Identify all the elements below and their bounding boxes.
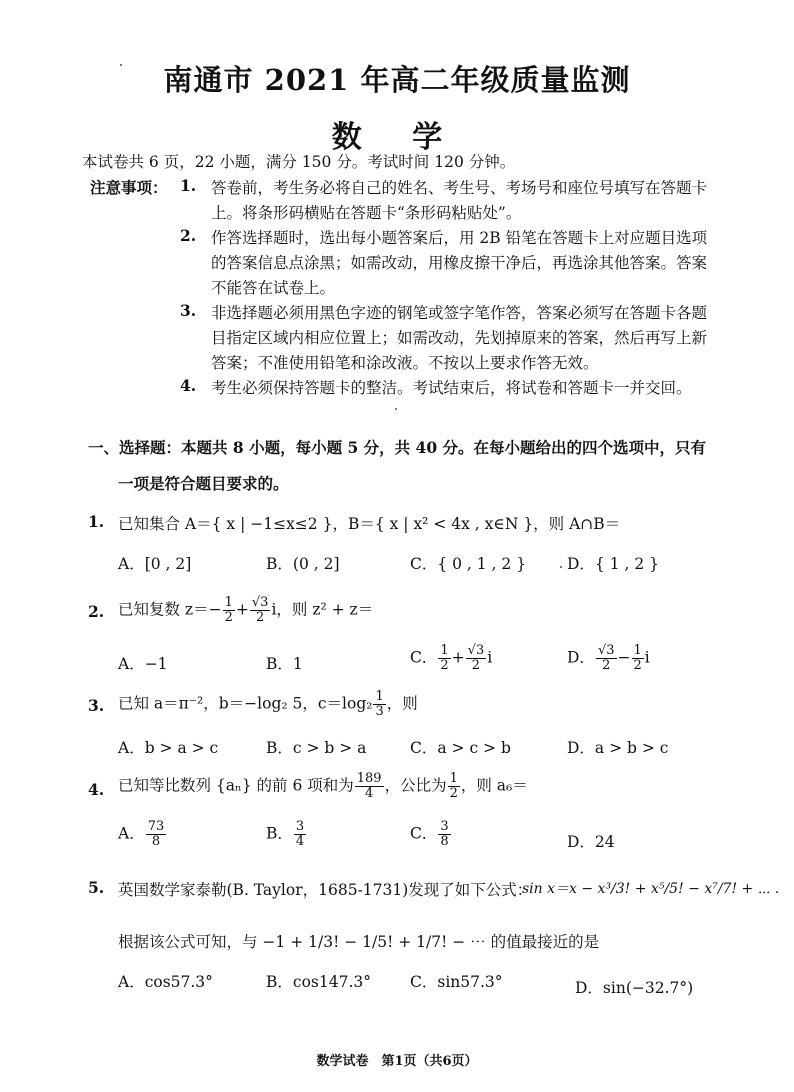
option-c: C．a > c > b xyxy=(410,739,511,757)
stem-text: ，则 xyxy=(386,694,418,713)
fraction xyxy=(448,772,460,801)
question-number: 4. xyxy=(88,780,105,799)
denominator: 8 xyxy=(440,834,449,849)
question-number: 5. xyxy=(88,878,105,897)
fraction xyxy=(355,772,384,801)
denominator: 2 xyxy=(471,658,481,673)
section-heading: 一、选择题：本题共 8 小题，每小题 5 分，共 40 分。在每小题给出的四个选项中，只有 xyxy=(88,438,707,457)
question-stem-cont: 根据该公式可知，与 −1 + 1/3! − 1/5! + 1/7! − ⋯ 的值最接近的是 xyxy=(118,933,600,951)
operator: + xyxy=(451,648,465,667)
scan-speck xyxy=(395,408,397,410)
denominator: 4 xyxy=(295,834,305,849)
option-tail: i xyxy=(487,648,493,667)
option-b: B．(0 , 2] xyxy=(266,555,340,573)
page-footer: 数学试卷 第1页（共6页） xyxy=(316,1054,478,1069)
denominator: 8 xyxy=(151,834,161,849)
denominator: 2 xyxy=(633,658,642,673)
option-a: A．b > a > c xyxy=(118,739,219,757)
option-b: B．c > b > a xyxy=(266,739,367,757)
operator: − xyxy=(617,648,631,667)
numerator: 1 xyxy=(440,643,449,658)
option-b xyxy=(266,820,307,849)
option-label: B． xyxy=(266,824,293,843)
denominator: 2 xyxy=(602,658,611,673)
numerator: 1 xyxy=(375,689,384,704)
question-number: 3. xyxy=(88,696,105,715)
note-number: 2. xyxy=(180,226,197,245)
denominator: 4 xyxy=(365,786,374,801)
scan-speck xyxy=(120,64,122,66)
option-label: D． xyxy=(567,648,595,667)
fraction xyxy=(250,596,271,625)
numerator: 1 xyxy=(449,771,458,786)
denominator: 2 xyxy=(256,610,265,625)
numerator: √3 xyxy=(251,595,269,610)
fraction xyxy=(373,690,385,719)
option-b: B．cos147.3° xyxy=(266,973,371,991)
taylor-formula: sin x＝x − x³/3! + x⁵/5! − x⁷/7! + ⋯ . xyxy=(522,881,780,897)
stem-text: ，公比为 xyxy=(384,776,447,795)
note-line: 上。将条形码横贴在答题卡“条形码粘贴处”。 xyxy=(211,204,522,222)
question-stem xyxy=(118,772,528,801)
note-line: 非选择题必须用黑色字迹的钢笔或签字笔作答，答案必须写在答题卡各题 xyxy=(211,304,708,322)
denominator: 2 xyxy=(440,658,449,673)
note-number: 4. xyxy=(180,376,197,395)
option-c xyxy=(410,644,492,673)
option-a xyxy=(118,820,167,849)
fraction xyxy=(596,644,617,673)
question-number: 1. xyxy=(88,512,105,531)
option-label: A． xyxy=(118,824,145,843)
question-stem xyxy=(118,596,373,625)
option-a: A．cos57.3° xyxy=(118,973,213,991)
option-c: C．{ 0 , 1 , 2 } xyxy=(410,555,527,573)
question-stem: 英国数学家泰勒(B. Taylor，1685-1731)发现了如下公式： xyxy=(118,881,533,899)
fraction xyxy=(438,820,450,849)
denominator: 3 xyxy=(375,704,384,719)
option-d xyxy=(567,644,650,673)
question-stem xyxy=(118,690,418,719)
numerator: √3 xyxy=(597,643,615,658)
fraction xyxy=(223,596,235,625)
stem-text: i，则 z² + z＝ xyxy=(271,600,374,619)
numerator: 1 xyxy=(633,643,642,658)
stem-text: 已知等比数列 {aₙ} 的前 6 项和为 xyxy=(118,776,354,795)
fraction xyxy=(466,644,487,673)
numerator: 1 xyxy=(224,595,233,610)
stem-text: 已知 a＝π⁻²，b＝−log₂ 5，c＝log₂ xyxy=(118,694,373,713)
subject-title: 数 学 xyxy=(331,120,463,155)
option-c: C．sin57.3° xyxy=(410,973,503,991)
option-tail: i xyxy=(644,648,650,667)
numerator: 3 xyxy=(295,819,305,834)
stem-text: ，则 a₆＝ xyxy=(460,776,528,795)
numerator: 189 xyxy=(356,771,382,786)
note-line: 的答案信息点涂黑；如需改动，用橡皮擦干净后，再选涂其他答案。答案 xyxy=(211,254,708,272)
numerator: 73 xyxy=(147,819,165,834)
denominator: 2 xyxy=(224,610,233,625)
option-d: D．a > b > c xyxy=(567,739,669,757)
note-line: 考生必须保持答题卡的整洁。考试结束后，将试卷和答题卡一并交回。 xyxy=(211,379,692,397)
fraction xyxy=(438,644,450,673)
option-d: D．24 xyxy=(567,833,615,851)
page-title: 南通市 2021 年高二年级质量监测 xyxy=(163,63,631,97)
note-number: 3. xyxy=(180,301,197,320)
numerator: √3 xyxy=(467,643,485,658)
operator: + xyxy=(235,600,249,619)
note-line: 答案；不准使用铅笔和涂改液。不按以上要求作答无效。 xyxy=(211,354,599,372)
option-a: A．[0 , 2] xyxy=(118,555,192,573)
note-line: 不能答在试卷上。 xyxy=(211,279,336,297)
numerator: 3 xyxy=(440,819,449,834)
section-heading-cont: 一项是符合题目要求的。 xyxy=(118,474,289,493)
option-d: D．{ 1 , 2 } xyxy=(567,555,660,573)
intro-text: 本试卷共 6 页，22 小题，满分 150 分。考试时间 120 分钟。 xyxy=(82,153,516,171)
note-line: 作答选择题时，选出每小题答案后，用 2B 铅笔在答题卡上对应题目选项 xyxy=(211,229,708,247)
note-line: 目指定区域内相应位置上；如需改动，先划掉原来的答案，然后再写上新 xyxy=(211,329,708,347)
stem-text: 已知复数 z＝− xyxy=(118,600,222,619)
question-number: 2. xyxy=(88,602,105,621)
option-c xyxy=(410,820,452,849)
fraction xyxy=(294,820,306,849)
notes-label: 注意事项： xyxy=(90,178,168,197)
option-b: B．1 xyxy=(266,655,303,673)
note-number: 1. xyxy=(180,176,197,195)
fraction xyxy=(632,644,644,673)
option-a: A．−1 xyxy=(118,655,168,673)
option-label: C． xyxy=(410,824,438,843)
scan-speck xyxy=(560,566,562,568)
fraction xyxy=(146,820,167,849)
question-stem: 已知集合 A＝{ x | −1≤x≤2 }，B＝{ x | x² < 4x , x∈N }，则 A∩B＝ xyxy=(118,515,621,533)
option-d: D．sin(−32.7°) xyxy=(575,979,694,997)
note-line: 答卷前，考生务必将自己的姓名、考生号、考场号和座位号填写在答题卡 xyxy=(211,179,708,197)
option-label: C． xyxy=(410,648,438,667)
denominator: 2 xyxy=(449,786,458,801)
